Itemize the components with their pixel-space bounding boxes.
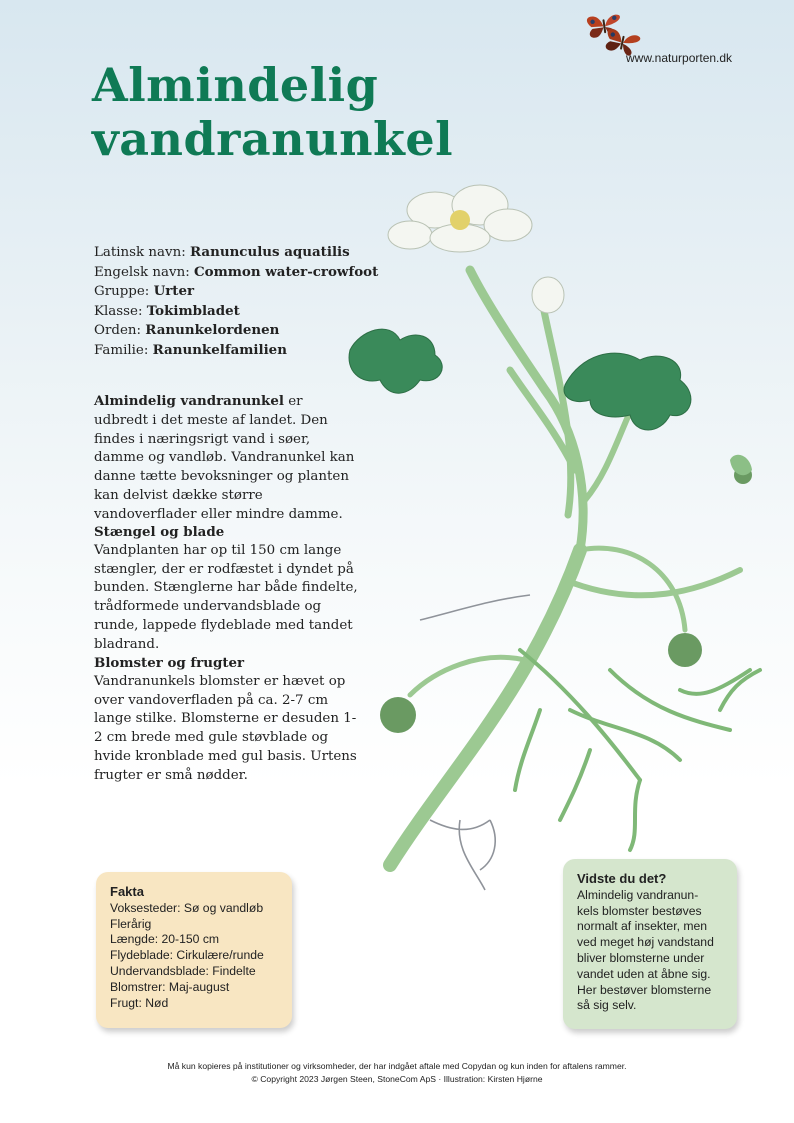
fakta-line: Undervandsblade: Findelte bbox=[110, 963, 256, 978]
section-flowers-text: Vandranunkels blomster er hævet op over vandoverfladen på ca. 2-7 cm lange stilke. Blomsterne er desuden 1-2 cm brede med gule støvblade og hvide kronblade med gul basis. Urtens frugter er små nødder. bbox=[94, 673, 357, 783]
did-you-know-title: Vidste du det? bbox=[577, 871, 667, 886]
intro-text: er udbredt i det meste af landet. Den findes i næringsrigt vand i søer, damme og vandløb. Vandranunkel kan danne tætte bevoksninger og planten kan delvist dække større vandoverflader eller mindre damme. bbox=[94, 394, 355, 522]
footer-copyright: © Copyright 2023 Jørgen Steen, StoneCom ApS · Illustration: Kirsten Hjørne bbox=[251, 1074, 543, 1084]
fact-class: Klasse: Tokimbladet bbox=[94, 302, 240, 319]
section-stem bbox=[94, 523, 359, 655]
did-you-know-line: normalt af insekter, men bbox=[577, 919, 708, 934]
water-crowfoot-illustration bbox=[340, 170, 780, 900]
did-you-know-line: ved meget høj vandstand bbox=[577, 935, 714, 950]
fact-group: Gruppe: Urter bbox=[94, 283, 195, 299]
fact-family: Familie: Ranunkelfamilien bbox=[94, 341, 287, 358]
fact-order: Orden: Ranunkelordenen bbox=[94, 322, 280, 338]
did-you-know-line: kels blomster bestøves bbox=[577, 903, 702, 918]
intro-bold: Almindelig vandranunkel bbox=[94, 393, 284, 409]
fakta-line: Flydeblade: Cirkulære/runde bbox=[110, 948, 264, 963]
fakta-line: Frugt: Nød bbox=[110, 995, 169, 1010]
did-you-know-box bbox=[563, 859, 737, 1029]
section-flowers-heading: Blomster og frugter bbox=[94, 655, 245, 671]
did-you-know-line: Her bestøver blomsterne bbox=[577, 982, 712, 997]
intro-paragraph bbox=[94, 392, 359, 525]
did-you-know-line: så sig selv. bbox=[577, 998, 637, 1013]
title-line-1: Almindelig bbox=[92, 58, 379, 112]
taxonomy-facts bbox=[94, 243, 378, 360]
did-you-know-line: bliver blomsterne under bbox=[577, 950, 705, 965]
did-you-know-line: Almindelig vandranun- bbox=[577, 887, 699, 902]
section-flowers bbox=[94, 654, 359, 786]
section-stem-text: Vandplanten har op til 150 cm lange stængler, der er rodfæstet i dyndet på bunden. Stænglerne har både findelte, trådformede undervandsblade og runde, lappede flydeblade med tandet bladrand. bbox=[94, 542, 358, 652]
fakta-line: Blomstrer: Maj-august bbox=[110, 979, 230, 994]
footer-copy-notice: Må kun kopieres på institutioner og virksomheder, der har indgået aftale med Copydan og kun inden for aftalens rammer. bbox=[167, 1061, 627, 1071]
section-stem-heading: Stængel og blade bbox=[94, 524, 225, 540]
fakta-line: Flerårig bbox=[110, 916, 152, 931]
footer bbox=[0, 1060, 794, 1086]
website-url[interactable]: www.naturporten.dk bbox=[626, 51, 733, 65]
fact-english: Engelsk navn: Common water-crowfoot bbox=[94, 263, 379, 280]
fact-latin: Latinsk navn: Ranunculus aquatilis bbox=[94, 244, 350, 260]
fakta-box bbox=[96, 872, 292, 1028]
fakta-title: Fakta bbox=[110, 884, 144, 899]
fakta-line: Voksesteder: Sø og vandløb bbox=[110, 900, 264, 915]
page-title bbox=[92, 58, 453, 166]
fakta-line: Længde: 20-150 cm bbox=[110, 932, 220, 947]
title-line-2: vandranunkel bbox=[92, 112, 454, 166]
did-you-know-line: vandet uden at åbne sig. bbox=[577, 966, 711, 981]
